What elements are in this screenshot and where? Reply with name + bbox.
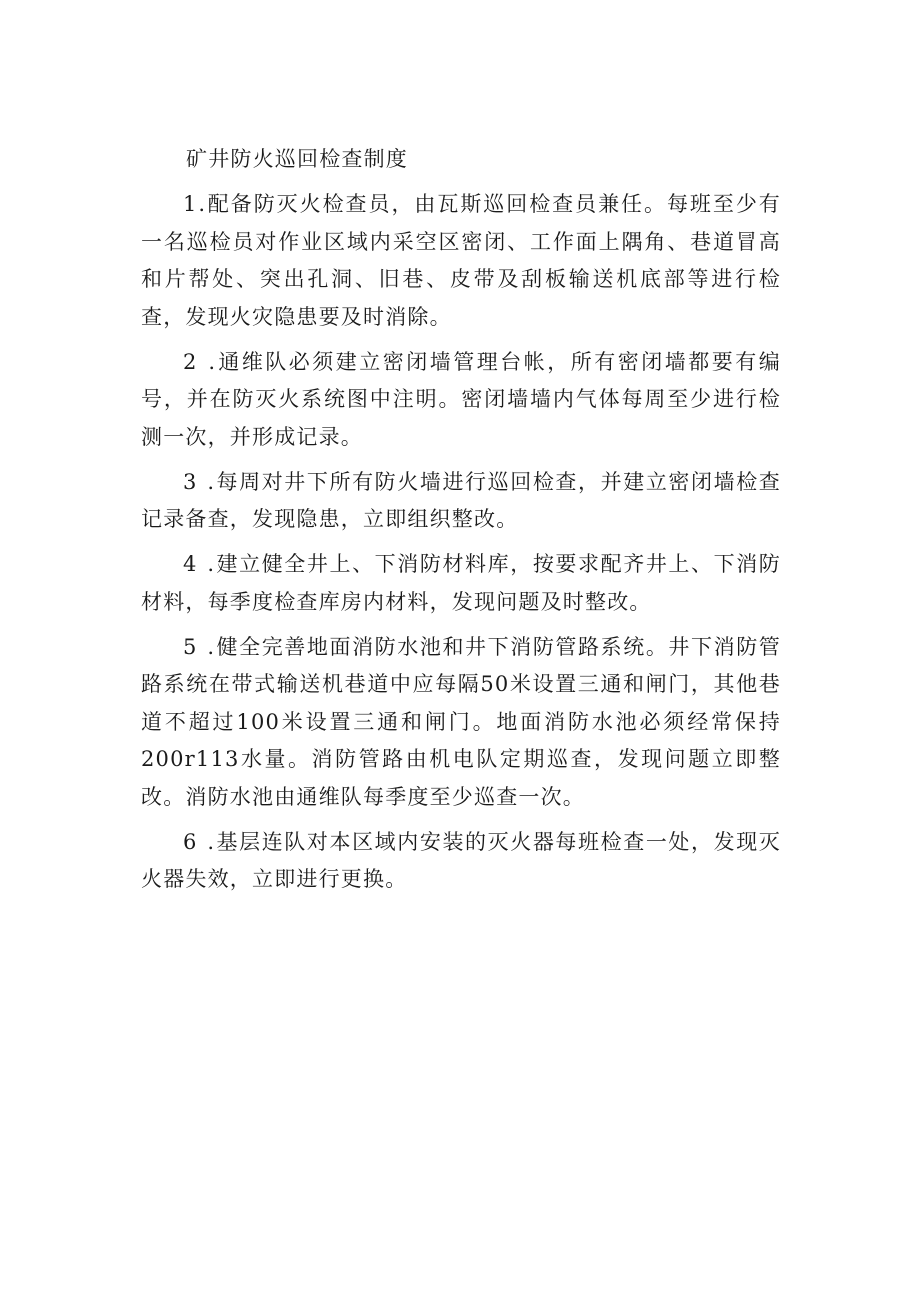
document-title: 矿井防火巡回检查制度: [186, 147, 408, 171]
paragraph-2: [141, 344, 781, 457]
paragraph-number: 5 .: [183, 634, 217, 659]
paragraph-1: [141, 186, 781, 336]
paragraph-number: 1.: [183, 192, 208, 216]
paragraph-number: 3 .: [183, 469, 217, 494]
paragraph-number: 2 .: [183, 349, 218, 374]
paragraph-5: [141, 629, 781, 817]
document-body: [141, 141, 781, 906]
paragraph-number: 6 .: [183, 829, 217, 854]
paragraph-number: 4 .: [183, 552, 217, 576]
paragraph-3: [141, 464, 781, 539]
paragraph-6: [141, 824, 781, 899]
paragraph-text: 每周对井下所有防火墙进行巡回检查，并建立密闭墙检查记录备查，发现隐患，立即组织整改。: [141, 469, 781, 531]
paragraph-text: 健全完善地面消防水池和井下消防管路系统。井下消防管路系统在带式输送机巷道中应每隔50米设置三通和闸门，其他巷道不超过100米设置三通和闸门。地面消防水池必须经常保持200r113水量。消防管路由机电队定期巡查，发现问题立即整改。消防水池由通维队每季度至少巡查一次。: [141, 634, 781, 809]
paragraph-text: 基层连队对本区域内安装的灭火器每班检查一处，发现灭火器失效，立即进行更换。: [141, 829, 781, 891]
paragraph-text: 通维队必须建立密闭墙管理台帐，所有密闭墙都要有编号，并在防灭火系统图中注明。密闭墙墙内气体每周至少进行检测一次，并形成记录。: [141, 349, 781, 449]
paragraph-text: 配备防灭火检查员，由瓦斯巡回检查员兼任。每班至少有一名巡检员对作业区域内采空区密闭、工作面上隅角、巷道冒高和片帮处、突出孔洞、旧巷、皮带及刮板输送机底部等进行检查，发现火灾隐患要及时消除。: [141, 192, 781, 329]
paragraph-text: 建立健全井上、下消防材料库，按要求配齐井上、下消防材料，每季度检查库房内材料，发现问题及时整改。: [141, 552, 781, 614]
paragraph-4: [141, 546, 781, 621]
